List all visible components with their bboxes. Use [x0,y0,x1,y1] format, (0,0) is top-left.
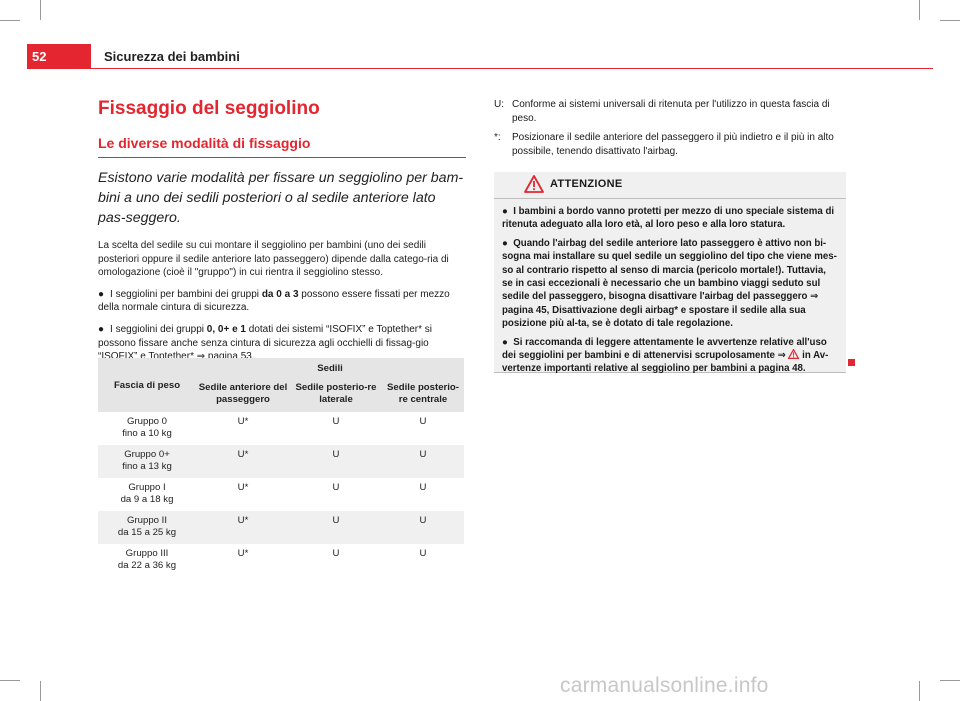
table-header-row [98,358,464,378]
bullet-icon: ● [98,288,105,300]
weight-range: da 15 a 25 kg [117,527,177,538]
legend [494,98,846,164]
page-number: 52 [27,44,91,69]
group-name: Gruppo III [125,548,169,559]
group-name: Gruppo 0 [126,416,167,427]
crop-mark [0,20,20,21]
watermark: carmanualsonline.info [560,674,769,697]
weight-range: da 22 a 36 kg [117,560,177,571]
seat-cell-front: U* [237,482,249,493]
seat-cell-front: U* [237,416,249,427]
bullet-text: I seggiolini dei gruppi [110,323,207,335]
header-divider [91,68,933,69]
front-seat-header: Sedile anteriore del passeggero [198,382,288,405]
warning-item [502,336,838,376]
warning-text: Quando l'airbag del sedile anteriore lato passeggero è attivo non bi-sogna mai installare su quel sedile un seggiolino del tipo che viene mes-so al contrario rispetto al senso di marcia (pericolo mortale!). Tuttavia, se in casi eccezionali è necessario che un bambino viaggi seduto sul sedile del passeggero, bisogna disattivare l'airbag del passeggero ⇒ pagina 45, Disattivazione degli airbag* e spostare il sedile alla sua posizione più al-ta, se è dotato di tale regolazione. [502,237,837,330]
warning-title: ATTENZIONE [550,178,623,190]
seats-header: Sedili [317,363,343,374]
warning-triangle-icon [524,175,544,193]
seat-cell-center: U [419,482,427,493]
crop-mark [919,0,920,20]
bullet-bold: 0, 0+ e 1 [206,323,246,335]
weight-range: fino a 10 kg [122,428,172,439]
weight-class-cell [98,445,196,478]
crop-mark [919,681,920,701]
weight-class-cell [98,412,196,445]
table-row [98,511,464,544]
warning-item [502,205,838,232]
seat-cell-side: U [332,548,340,559]
legend-key: *: [494,132,501,144]
bullet-text: possono essere fissati per mezzo della normale cintura di sicurezza. [98,288,450,314]
seat-cell-center: U [419,416,427,427]
table-row [98,544,464,577]
seat-cell-front: U* [237,515,249,526]
warning-triangle-icon [788,349,799,359]
table-row [98,478,464,511]
bullet-icon: ● [502,336,508,348]
seat-group-table [98,358,464,577]
section-end-marker [848,359,855,366]
page-title: Fissaggio del seggiolino [98,98,320,119]
warning-text: in Av-vertenze importanti relative al seggiolino per bambini a pagina 48. [502,350,829,375]
weight-class-cell [98,511,196,544]
table-row [98,412,464,445]
weight-class-cell [98,478,196,511]
bullet-text: dotati dei sistemi “ISOFIX” e Toptether* si possono fissare anche senza cintura di sicurezza agli occhielli di fissag-gio “ISOFIX” e Toptether* ⇒ pagina 53. [98,323,432,363]
weight-range: fino a 13 kg [122,461,172,472]
warning-text: I bambini a bordo vanno protetti per mezzo di uno speciale sistema di ritenuta adeguato alla loro età, al loro peso e alla loro statura. [502,206,835,231]
bullet-icon: ● [502,237,508,249]
legend-text: Conforme ai sistemi universali di ritenuta per l'utilizzo in questa fascia di peso. [512,99,830,124]
bullet-icon: ● [502,206,508,217]
table-row [98,445,464,478]
weight-range: da 9 a 18 kg [120,494,174,505]
intro-text: Esistono varie modalità per fissare un seggiolino per bam-bini a uno dei sedili posteriori o al sedile anteriore lato pas-seggero. [98,170,464,226]
warning-header [494,172,846,199]
legend-key: U: [494,99,504,110]
rear-center-header: Sedile posterio-re centrale [387,382,459,405]
weight-class-header: Fascia di peso [113,379,181,391]
seat-cell-front: U* [237,548,249,559]
bullet-item [98,288,466,315]
subsection-title: Le diverse modalità di fissaggio [98,134,466,158]
crop-mark [940,680,960,681]
bullet-bold: da 0 a 3 [261,288,299,300]
crop-mark [0,680,20,681]
warning-item [502,237,838,331]
weight-class-cell [98,544,196,577]
seat-cell-center: U [419,515,427,526]
legend-text: Posizionare il sedile anteriore del passeggero il più indietro e il più in alto possibile, tenendo disattivato l'airbag. [512,132,834,157]
seat-cell-side: U [332,515,340,526]
crop-mark [40,681,41,701]
seat-cell-center: U [419,548,427,559]
seat-cell-side: U [332,449,340,460]
rear-side-header: Sedile posterio-re laterale [295,382,377,405]
body-paragraph: La scelta del sedile su cui montare il seggiolino per bambini (uno dei sedili posteriori oppure il sedile anteriore lato passeggero) dipende dalla catego-ria di omologazione (cioè il "gruppo") in cui rientra il seggiolino stesso. [98,240,449,279]
legend-item [494,98,846,125]
seat-cell-center: U [419,449,427,460]
bullet-icon: ● [98,323,105,335]
seat-cell-front: U* [237,449,249,460]
legend-item [494,131,846,158]
crop-mark [940,20,960,21]
warning-text: Si raccomanda di leggere attentamente le avvertenze relative all'uso dei seggiolini per bambini e di attenervisi scrupolosamente ⇒ [502,336,827,362]
group-name: Gruppo II [127,515,167,526]
section-title: Sicurezza dei bambini [104,49,240,64]
group-name: Gruppo I [128,482,166,493]
seat-cell-side: U [332,416,340,427]
group-name: Gruppo 0+ [124,449,170,460]
bullet-text: I seggiolini per bambini dei gruppi [110,288,262,300]
left-column [98,98,466,364]
seat-cell-side: U [332,482,340,493]
warning-box [494,172,846,373]
warning-body [494,199,846,376]
crop-mark [40,0,41,20]
